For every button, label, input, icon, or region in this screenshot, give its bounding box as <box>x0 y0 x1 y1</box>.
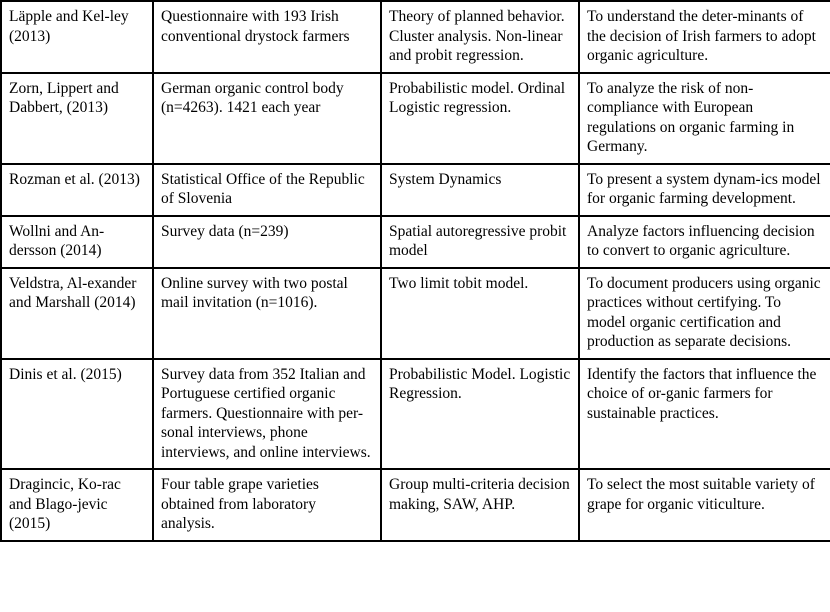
table-row <box>1 1 830 73</box>
cell-objective: To analyze the risk of non-compliance with European regulations on organic farming in Germany. <box>579 73 830 164</box>
cell-data: Statistical Office of the Republic of Slovenia <box>153 164 381 216</box>
cell-data: Survey data (n=239) <box>153 216 381 268</box>
cell-study: Läpple and Kel-ley (2013) <box>1 1 153 73</box>
cell-method: Two limit tobit model. <box>381 268 579 359</box>
cell-study: Veldstra, Al-exander and Marshall (2014) <box>1 268 153 359</box>
cell-data: German organic control body (n=4263). 1421 each year <box>153 73 381 164</box>
cell-data: Questionnaire with 193 Irish conventional drystock farmers <box>153 1 381 73</box>
table-row <box>1 359 830 470</box>
cell-objective: To present a system dynam-ics model for organic farming development. <box>579 164 830 216</box>
cell-data: Four table grape varieties obtained from laboratory analysis. <box>153 469 381 541</box>
table-row <box>1 216 830 268</box>
cell-objective: To understand the deter-minants of the decision of Irish farmers to adopt organic agriculture. <box>579 1 830 73</box>
table-row <box>1 73 830 164</box>
cell-objective: To document producers using organic practices without certifying. To model organic certification and production as separate decisions. <box>579 268 830 359</box>
cell-objective: To select the most suitable variety of grape for organic viticulture. <box>579 469 830 541</box>
cell-data: Survey data from 352 Italian and Portuguese certified organic farmers. Questionnaire with per-sonal interviews, phone interviews, and online interviews. <box>153 359 381 470</box>
cell-study: Rozman et al. (2013) <box>1 164 153 216</box>
cell-objective: Analyze factors influencing decision to convert to organic agriculture. <box>579 216 830 268</box>
table-row <box>1 469 830 541</box>
cell-data: Online survey with two postal mail invitation (n=1016). <box>153 268 381 359</box>
cell-method: Group multi-criteria decision making, SAW, AHP. <box>381 469 579 541</box>
cell-study: Wollni and An-dersson (2014) <box>1 216 153 268</box>
cell-study: Dragincic, Ko-rac and Blago-jevic (2015) <box>1 469 153 541</box>
cell-method: System Dynamics <box>381 164 579 216</box>
cell-method: Theory of planned behavior. Cluster analysis. Non-linear and probit regression. <box>381 1 579 73</box>
table-row <box>1 164 830 216</box>
cell-method: Probabilistic model. Ordinal Logistic regression. <box>381 73 579 164</box>
cell-study: Dinis et al. (2015) <box>1 359 153 470</box>
cell-study: Zorn, Lippert and Dabbert, (2013) <box>1 73 153 164</box>
table-row <box>1 268 830 359</box>
cell-method: Spatial autoregressive probit model <box>381 216 579 268</box>
cell-method: Probabilistic Model. Logistic Regression. <box>381 359 579 470</box>
cell-objective: Identify the factors that influence the choice of or-ganic farmers for sustainable practices. <box>579 359 830 470</box>
